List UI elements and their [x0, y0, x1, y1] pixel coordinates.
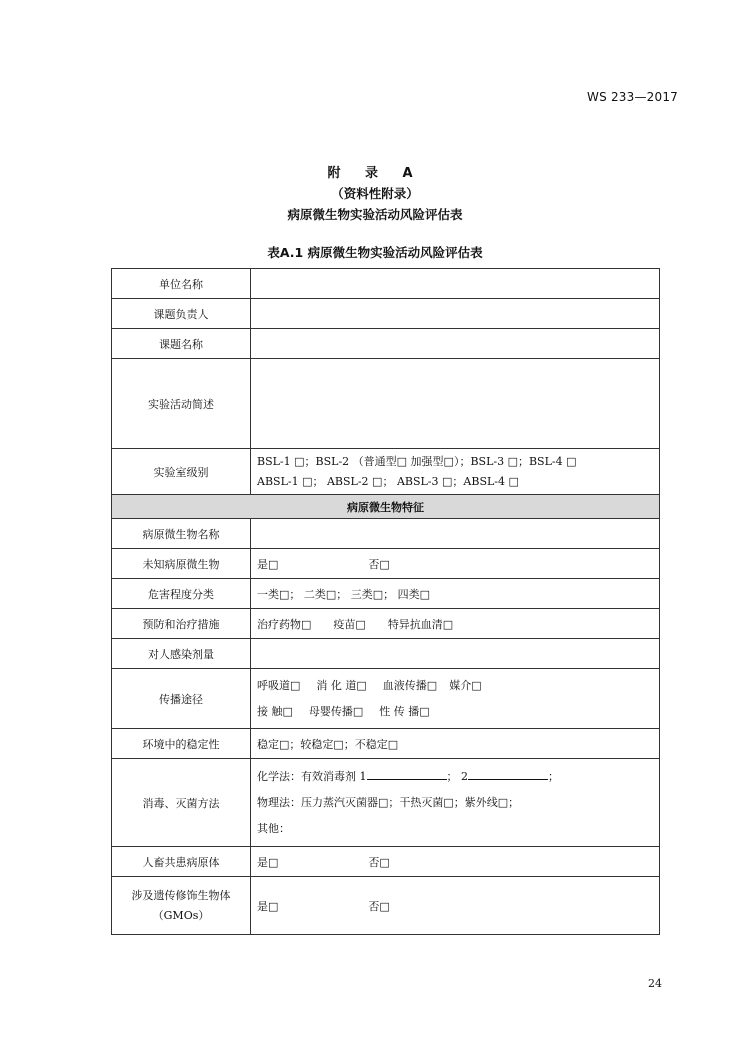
table-row	[112, 359, 660, 449]
section-title: 病原微生物特征	[112, 495, 660, 519]
transmission-line-1	[257, 673, 653, 699]
activity-desc-field[interactable]	[251, 359, 660, 449]
table-caption: 表A.1 病原微生物实验活动风险评估表	[267, 245, 483, 260]
lab-level-label: 实验室级别	[112, 449, 251, 495]
pathogen-name-field[interactable]	[251, 519, 660, 549]
stability-options[interactable]: 稳定□；较稳定□；不稳定□	[251, 729, 660, 759]
pathogen-name-label: 病原微生物名称	[112, 519, 251, 549]
transmission-sexual[interactable]: 性 传 播□	[379, 704, 430, 718]
hazard-class-options[interactable]: 一类□； 二类□； 三类□； 四类□	[251, 579, 660, 609]
table-row	[112, 639, 660, 669]
gmo-label	[112, 877, 251, 935]
gmo-label-line-1: 涉及遗传修饰生物体	[131, 888, 231, 902]
zoonotic-yes[interactable]: 是□	[257, 855, 279, 869]
activity-desc-label: 实验活动简述	[112, 359, 251, 449]
disinfectant-2-blank[interactable]	[468, 769, 548, 780]
disinfectant-1-blank[interactable]	[367, 769, 447, 780]
disinfection-options	[251, 759, 660, 847]
project-leader-field[interactable]	[251, 299, 660, 329]
transmission-vector[interactable]: 媒介□	[449, 678, 482, 692]
zoonotic-no[interactable]: 否□	[368, 855, 390, 869]
prevention-options	[251, 609, 660, 639]
disinfection-label: 消毒、灭菌方法	[112, 759, 251, 847]
table-row	[112, 847, 660, 877]
prevention-vaccine[interactable]: 疫苗□	[333, 617, 366, 631]
chemical-end: ；	[548, 770, 559, 783]
transmission-maternal[interactable]: 母婴传播□	[308, 704, 364, 718]
project-name-field[interactable]	[251, 329, 660, 359]
unknown-pathogen-yes[interactable]: 是□	[257, 557, 279, 571]
risk-assessment-table	[111, 268, 660, 935]
page-number: 24	[648, 977, 662, 990]
lab-level-options[interactable]	[251, 449, 660, 495]
table-row	[112, 269, 660, 299]
section-row	[112, 495, 660, 519]
appendix-title: 病原微生物实验活动风险评估表	[287, 207, 463, 222]
table-row	[112, 449, 660, 495]
unknown-pathogen-no[interactable]: 否□	[368, 557, 390, 571]
appendix-nature: （资料性附录）	[331, 186, 419, 201]
table-row	[112, 549, 660, 579]
infectious-dose-field[interactable]	[251, 639, 660, 669]
gmo-yes[interactable]: 是□	[257, 899, 279, 913]
lab-level-line-2: ABSL-1 □； ABSL-2 □； ABSL-3 □；ABSL-4 □	[257, 474, 519, 488]
transmission-options	[251, 669, 660, 729]
project-name-label: 课题名称	[112, 329, 251, 359]
gmo-label-line-2: （GMOs）	[152, 908, 210, 922]
table-row	[112, 759, 660, 847]
table-row	[112, 609, 660, 639]
transmission-digestive[interactable]: 消 化 道□	[316, 678, 367, 692]
unit-name-field[interactable]	[251, 269, 660, 299]
unknown-pathogen-label: 未知病原微生物	[112, 549, 251, 579]
transmission-blood[interactable]: 血液传播□	[382, 678, 438, 692]
project-leader-label: 课题负责人	[112, 299, 251, 329]
chemical-prefix: 化学法：有效消毒剂 1	[257, 770, 367, 783]
table-row	[112, 299, 660, 329]
standard-code: WS 233—2017	[587, 90, 678, 104]
appendix-heading: 附 录 A	[327, 166, 423, 181]
chemical-separator: ； 2	[446, 770, 468, 783]
unknown-pathogen-options	[251, 549, 660, 579]
gmo-no[interactable]: 否□	[368, 899, 390, 913]
lab-level-line-1: BSL-1 □；BSL-2 （普通型□ 加强型□）；BSL-3 □；BSL-4 □	[257, 454, 577, 468]
table-row	[112, 669, 660, 729]
disinfection-physical[interactable]: 物理法：压力蒸汽灭菌器□；干热灭菌□；紫外线□；	[257, 796, 520, 809]
table-row	[112, 519, 660, 549]
zoonotic-label: 人畜共患病原体	[112, 847, 251, 877]
transmission-label: 传播途径	[112, 669, 251, 729]
zoonotic-options	[251, 847, 660, 877]
prevention-drug[interactable]: 治疗药物□	[257, 617, 312, 631]
infectious-dose-label: 对人感染剂量	[112, 639, 251, 669]
table-row	[112, 877, 660, 935]
transmission-contact[interactable]: 接 触□	[257, 704, 293, 718]
prevention-antiserum[interactable]: 特异抗血清□	[387, 617, 454, 631]
prevention-label: 预防和治疗措施	[112, 609, 251, 639]
table-row	[112, 579, 660, 609]
table-row	[112, 329, 660, 359]
hazard-class-label: 危害程度分类	[112, 579, 251, 609]
disinfection-chemical	[257, 763, 653, 790]
unit-name-label: 单位名称	[112, 269, 251, 299]
gmo-options	[251, 877, 660, 935]
stability-label: 环境中的稳定性	[112, 729, 251, 759]
table-row	[112, 729, 660, 759]
disinfection-other[interactable]: 其他：	[257, 822, 290, 835]
transmission-line-2	[257, 699, 653, 725]
transmission-respiratory[interactable]: 呼吸道□	[257, 678, 301, 692]
